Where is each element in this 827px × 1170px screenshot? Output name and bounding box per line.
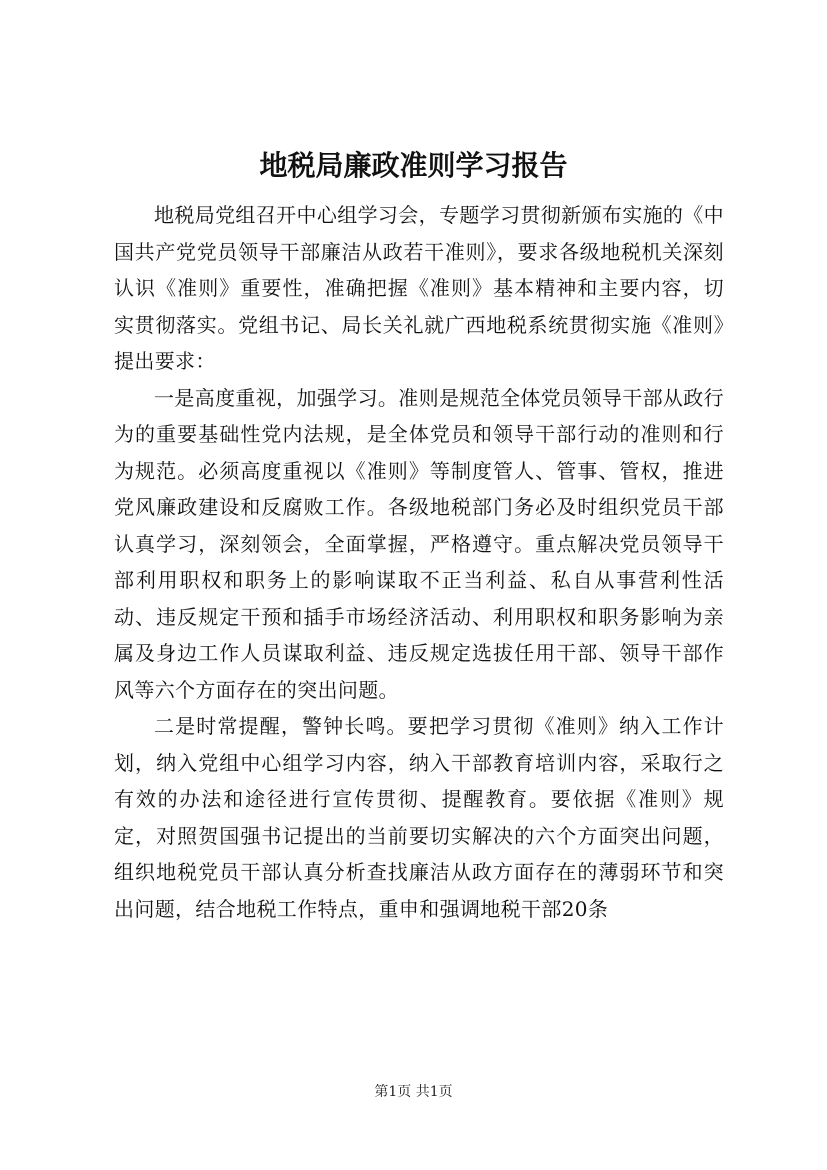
document-title: 地税局廉政准则学习报告: [259, 149, 568, 182]
paragraph-point-one: 一是高度重视，加强学习。准则是规范全体党员领导干部从政行为的重要基础性党内法规，是全体党员和领导干部行动的准则和行为规范。必须高度重视以《准则》等制度管人、管事、管权，推进党风廉政建设和反腐败工作。各级地税部门务必及时组织党员干部认真学习，深刻领会，全面掌握，严格遵守。重点解决党员领导干部利用职权和职务上的影响谋取不正当利益、私自从事营利性活动、违反规定干预和插手市场经济活动、利用职权和职务影响为亲属及身边工作人员谋取利益、违反规定选拔任用干部、领导干部作风等六个方面存在的突出问题。: [114, 385, 724, 702]
paragraph-intro: 地税局党组召开中心组学习会，专题学习贯彻新颁布实施的《中国共产党党员领导干部廉洁从政若干准则》，要求各级地税机关深刻认识《准则》重要性，准确把握《准则》基本精神和主要内容，切实贯彻落实。党组书记、局长关礼就广西地税系统贯彻实施《准则》提出要求：: [114, 203, 724, 373]
document-body: [114, 197, 724, 927]
page-number-footer: 第1页 共1页: [374, 1084, 453, 1100]
paragraph-point-two: 二是时常提醒，警钟长鸣。要把学习贯彻《准则》纳入工作计划，纳入党组中心组学习内容，纳入干部教育培训内容，采取行之有效的办法和途径进行宣传贯彻、提醒教育。要依据《准则》规定，对照贺国强书记提出的当前要切实解决的六个方面突出问题，组织地税党员干部认真分析查找廉洁从政方面存在的薄弱环节和突出问题，结合地税工作特点，重申和强调地税干部20条: [114, 714, 724, 921]
